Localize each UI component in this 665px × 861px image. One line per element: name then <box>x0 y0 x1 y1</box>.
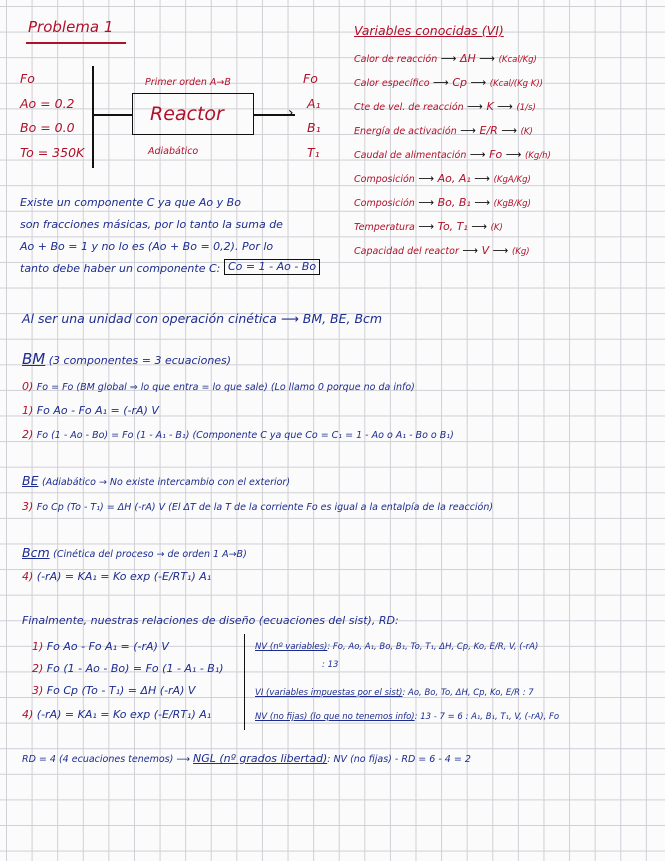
paragraph-line: son fracciones másicas, por lo tanto la suma de <box>20 218 283 231</box>
vi-item: Energía de activación ⟶ E/R ⟶ (K) <box>354 124 533 137</box>
vi-item: Composición ⟶ Ao, A₁ ⟶ (KgA/Kg) <box>354 172 531 185</box>
design-divider <box>244 634 245 730</box>
vi-item: Composición ⟶ Bo, B₁ ⟶ (KgB/Kg) <box>354 196 531 209</box>
bm-header: BM (3 componentes = 3 ecuaciones) <box>22 350 232 368</box>
input-ao: Ao = 0.2 <box>20 96 75 111</box>
vi-item: Calor específico ⟶ Cp ⟶ (Kcal/(Kg K)) <box>354 76 543 89</box>
output-a1: A₁ <box>307 96 321 111</box>
output-flow: Fo <box>303 71 318 86</box>
final-equation-4: 4) (-rA) = KA₁ = Ko exp (-E/RT₁) A₁ <box>22 708 212 721</box>
vi-heading: Variables conocidas (VI) <box>354 23 504 38</box>
vi-item: Calor de reacción ⟶ ΔH ⟶ (Kcal/Kg) <box>354 52 537 65</box>
bm-equation-1: 1) Fo Ao - Fo A₁ = (-rA) V <box>22 404 159 417</box>
output-t1: T₁ <box>307 145 320 160</box>
paragraph-line: tanto debe haber un componente C: <box>20 262 221 275</box>
final-equation-2: 2) Fo (1 - Ao - Bo) = Fo (1 - A₁ - B₁) <box>32 662 224 675</box>
reactor-label: Reactor <box>150 103 224 125</box>
kinetic-line: Al ser una unidad con operación cinética ⟶ BM, BE, Bcm <box>22 311 383 326</box>
input-flow: Fo <box>20 71 35 86</box>
title-underline <box>26 42 126 44</box>
nv-fixed-line: NV (no fijas) (lo que no tenemos info): 13 - 7 = 6 : A₁, B₁, T₁, V, (-rA), Fo <box>255 712 560 722</box>
paragraph-line: Existe un componente C ya que Ao y Bo <box>20 196 241 209</box>
final-equation-3: 3) Fo Cp (To - T₁) = ΔH (-rA) V <box>32 684 196 697</box>
inlet-line <box>92 114 132 116</box>
bcm-equation-4: 4) (-rA) = KA₁ = Ko exp (-E/RT₁) A₁ <box>22 570 212 583</box>
rd-line: RD = 4 (4 ecuaciones tenemos) ⟶ NGL (nº grados libertad): NV (no fijas) - RD = 6 - 4 = 2 <box>22 752 471 765</box>
final-equation-1: 1) Fo Ao - Fo A₁ = (-rA) V <box>32 640 169 653</box>
bcm-header: Bcm (Cinética del proceso → de orden 1 A→B) <box>22 545 247 560</box>
paragraph-line: Ao + Bo = 1 y no lo es (Ao + Bo = 0,2). Por lo <box>20 240 274 253</box>
vi-item: Cte de vel. de reacción ⟶ K ⟶ (1/s) <box>354 100 536 113</box>
outlet-arrow-icon: › <box>288 105 294 121</box>
be-header: BE (Adiabático → No existe intercambio con el exterior) <box>22 473 291 488</box>
page-title: Problema 1 <box>28 18 114 36</box>
final-intro: Finalmente, nuestras relaciones de diseño (ecuaciones del sist), RD: <box>22 614 399 627</box>
bm-equation-2: 2) Fo (1 - Ao - Bo) = Fo (1 - A₁ - B₁) (Componente C ya que Co = C₁ = 1 - Ao o A₁ - Bo o B₁) <box>22 428 454 441</box>
input-stream-line <box>92 66 94 168</box>
vi-item: Temperatura ⟶ To, T₁ ⟶ (K) <box>354 220 503 233</box>
bm-equation-0: 0) Fo = Fo (BM global ⇒ lo que entra = lo que sale) (Lo llamo 0 porque no da info) <box>22 380 415 393</box>
vi-count-line: VI (variables impuestas por el sist): Ao, Bo, To, ΔH, Cp, Ko, E/R : 7 <box>255 688 534 698</box>
output-b1: B₁ <box>307 120 321 135</box>
adiabatic-label: Adiabático <box>148 146 199 157</box>
be-equation-3: 3) Fo Cp (To - T₁) = ΔH (-rA) V (El ΔT de la T de la corriente Fo es igual a la entalpía de la reacción) <box>22 500 494 513</box>
reaction-order-label: Primer orden A→B <box>145 77 231 88</box>
component-c-equation: Co = 1 - Ao - Bo <box>224 259 320 275</box>
nv-count: : 13 <box>322 660 339 670</box>
input-to: To = 350K <box>20 145 85 160</box>
input-bo: Bo = 0.0 <box>20 120 75 135</box>
vi-item: Capacidad del reactor ⟶ V ⟶ (Kg) <box>354 244 530 257</box>
nv-line: NV (nº variables): Fo, Ao, A₁, Bo, B₁, To, T₁, ΔH, Cp, Ko, E/R, V, (-rA) <box>255 642 539 652</box>
vi-item: Caudal de alimentación ⟶ Fo ⟶ (Kg/h) <box>354 148 551 161</box>
